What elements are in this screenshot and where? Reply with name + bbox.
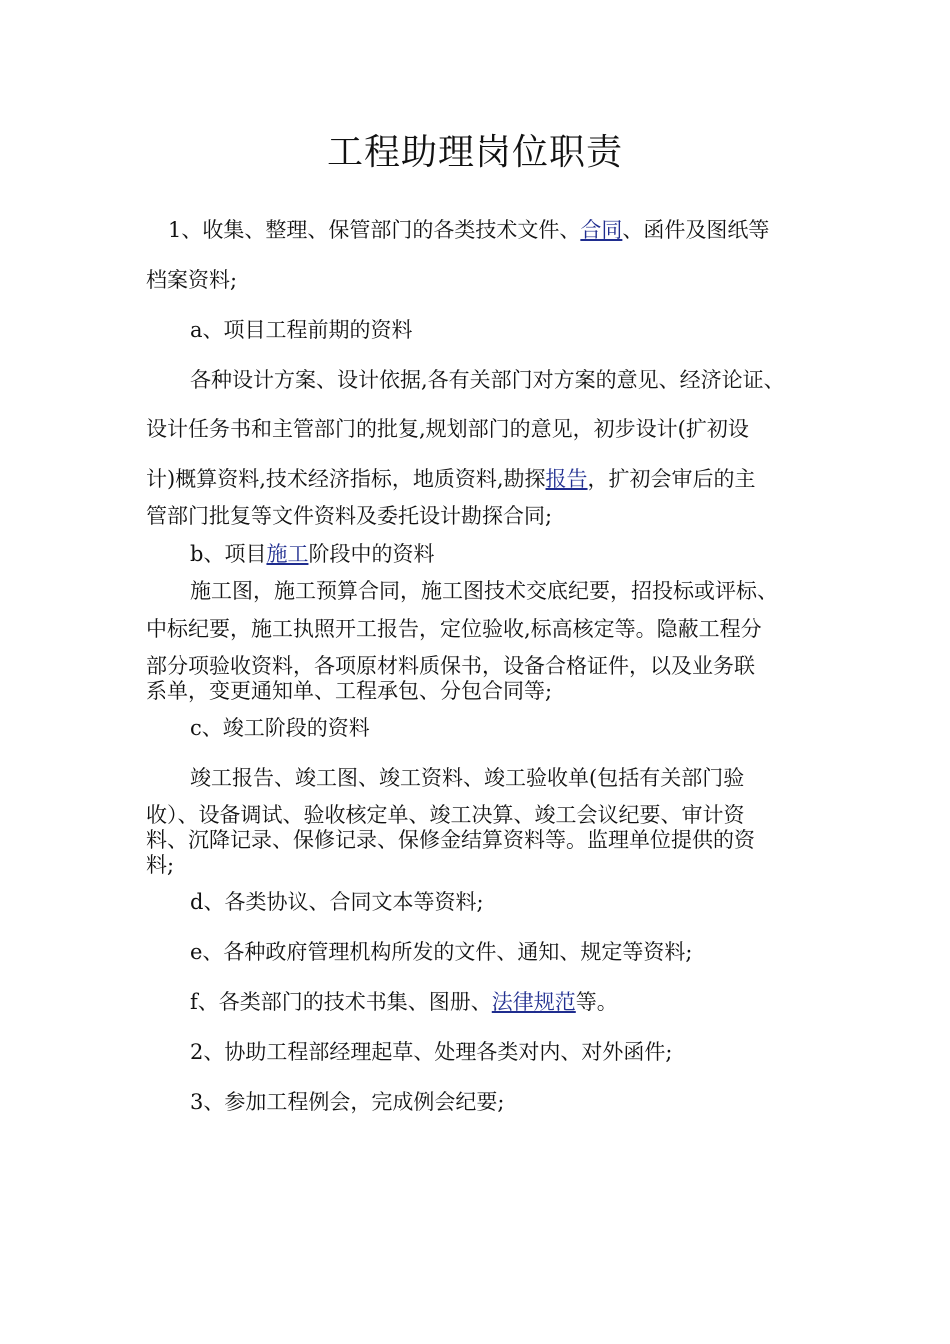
section-a-line-4: 管部门批复等文件资料及委托设计勘探合同; <box>146 504 553 528</box>
paragraph-1-continuation: 档案资料; <box>146 268 238 292</box>
section-b-line-2: 中标纪要，施工执照开工报告，定位验收,标高核定等。隐蔽工程分 <box>146 617 762 641</box>
section-b-line-4: 系单，变更通知单、工程承包、分包合同等; <box>146 679 553 703</box>
construction-link[interactable]: 施工 <box>266 542 309 566</box>
report-link[interactable]: 报告 <box>545 467 588 491</box>
section-a-line-3-post: ，扩初会审后的主 <box>587 467 756 491</box>
section-a-line-2: 设计任务书和主管部门的批复,规划部门的意见，初步设计(扩初设 <box>146 417 749 441</box>
section-a-heading: a、项目工程前期的资料 <box>190 318 413 342</box>
section-d: d、各类协议、合同文本等资料; <box>190 890 484 914</box>
section-b-line-1: 施工图，施工预算合同，施工图技术交底纪要，招投标或评标、 <box>190 579 778 603</box>
paragraph-1 <box>168 216 769 244</box>
regulations-link[interactable]: 法律规范 <box>491 990 576 1014</box>
section-e: e、各种政府管理机构所发的文件、通知、规定等资料; <box>190 940 693 964</box>
page-title: 工程助理岗位职责 <box>326 132 623 173</box>
paragraph-1-text-post: 、函件及图纸等 <box>622 218 770 242</box>
section-c-line-1: 竣工报告、竣工图、竣工资料、竣工验收单(包括有关部门验 <box>190 766 745 790</box>
section-b-heading-post: 阶段中的资料 <box>308 542 435 566</box>
section-b-heading <box>190 540 434 568</box>
section-c-heading: c、竣工阶段的资料 <box>190 716 370 740</box>
paragraph-3: 3、参加工程例会，完成例会纪要; <box>190 1090 505 1114</box>
section-f <box>190 988 618 1016</box>
section-b-line-3: 部分项验收资料，各项原材料质保书，设备合格证件，以及业务联 <box>146 654 755 678</box>
paragraph-2: 2、协助工程部经理起草、处理各类对内、对外函件; <box>190 1040 673 1064</box>
section-b-heading-pre: b、项目 <box>190 542 267 566</box>
paragraph-1-text-pre: 1、收集、整理、保管部门的各类技术文件、 <box>168 218 581 242</box>
section-a-line-1: 各种设计方案、设计依据,各有关部门对方案的意见、经济论证、 <box>190 368 785 392</box>
section-c-line-3: 料、沉降记录、保修记录、保修金结算资料等。监理单位提供的资 <box>146 828 755 852</box>
section-a-line-3-pre: 计)概算资料,技术经济指标，地质资料,勘探 <box>146 467 546 491</box>
section-f-pre: f、各类部门的技术书集、图册、 <box>190 990 492 1014</box>
section-a-line-3 <box>146 465 756 493</box>
contract-link[interactable]: 合同 <box>580 218 623 242</box>
section-c-line-2: 收）、设备调试、验收核定单、竣工决算、竣工会议纪要、审计资 <box>146 803 745 827</box>
section-c-line-4: 料; <box>146 853 175 877</box>
section-f-post: 等。 <box>575 990 618 1014</box>
